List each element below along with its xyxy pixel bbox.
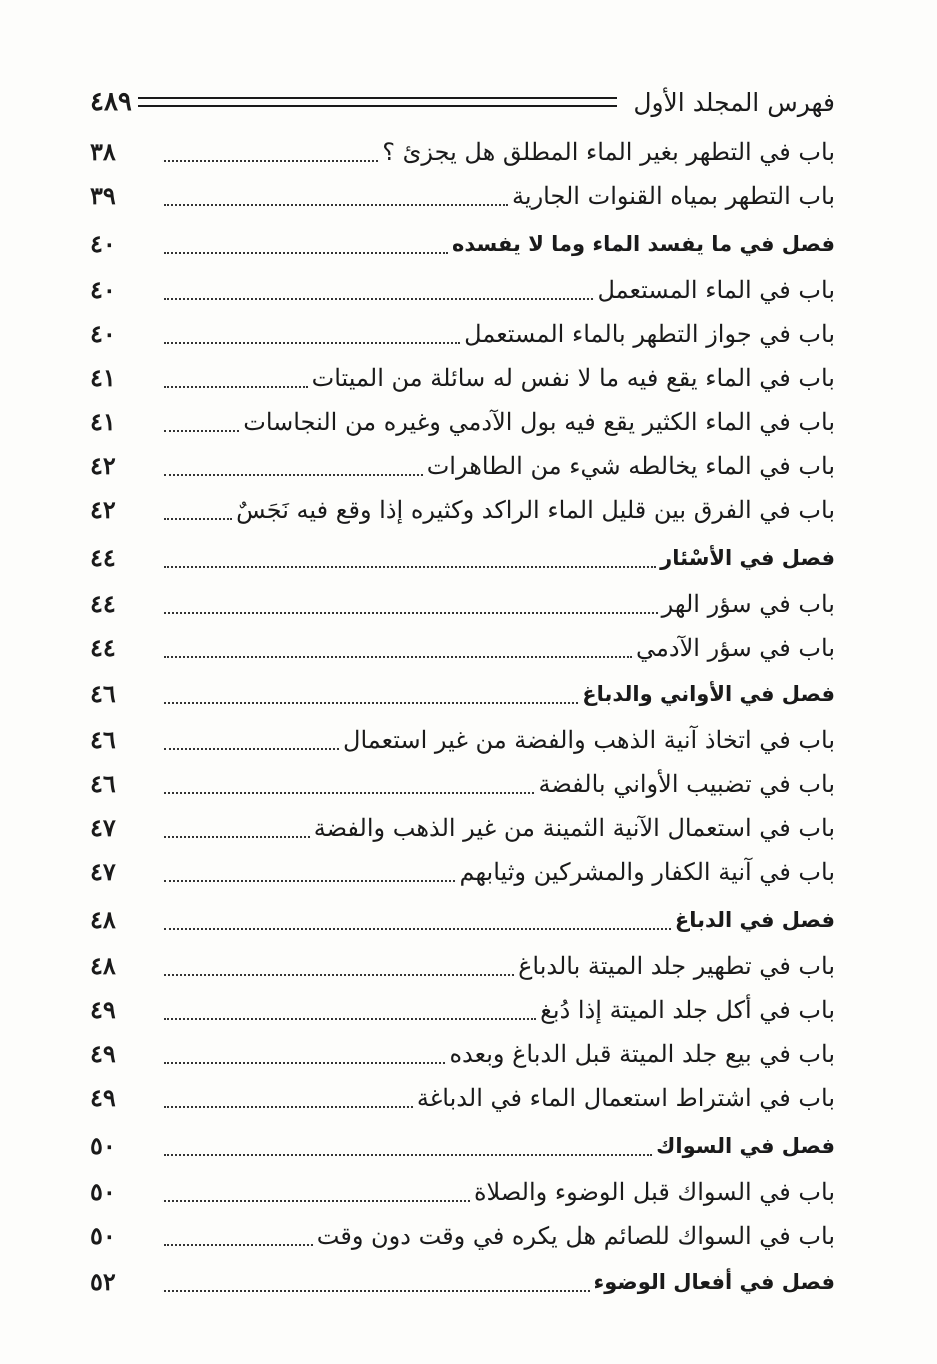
toc-entry-title: باب في آنية الكفار والمشركين وثيابهم: [459, 858, 835, 886]
toc-entry-title: باب في الماء الكثير يقع فيه بول الآدمي وغيره من النجاسات: [243, 408, 835, 436]
dot-leader: [164, 474, 423, 476]
toc-entry-title: باب في اشتراط استعمال الماء في الدباغة: [416, 1084, 835, 1112]
header-title: فهرس المجلد الأول: [633, 87, 835, 117]
toc-page-number: ٤٩: [90, 1083, 116, 1112]
toc-page-number: ٤٠: [90, 229, 116, 258]
dot-leader: [164, 160, 378, 162]
toc-page-number: ٥٠: [90, 1221, 116, 1250]
toc-section-row: [90, 538, 835, 578]
toc-entry-row: [90, 852, 835, 892]
toc-entry-row: [90, 628, 835, 668]
dot-leader: [164, 1244, 313, 1246]
toc-entry-row: [90, 946, 835, 986]
toc-page-number: ٤٧: [90, 857, 116, 886]
toc-page-number: ٤٦: [90, 769, 116, 798]
header-rule: [138, 97, 617, 107]
page-header: [90, 80, 835, 124]
dot-leader: [164, 928, 671, 930]
dot-leader: [164, 836, 310, 838]
toc-page-number: ٤١: [90, 363, 116, 392]
toc-entry-title: باب في تطهير جلد الميتة بالدباغ: [518, 952, 835, 980]
dot-leader: [164, 298, 593, 300]
toc-entry-title: باب التطهر بمياه القنوات الجارية: [512, 182, 835, 210]
toc-entry-row: [90, 1216, 835, 1256]
toc-entry-row: [90, 446, 835, 486]
toc-page-number: ٣٨: [90, 137, 116, 166]
dot-leader: [164, 1062, 445, 1064]
toc-entry-row: [90, 270, 835, 310]
toc-entry-title: باب في سؤر الهر: [661, 590, 835, 618]
toc-page-number: ٤٠: [90, 275, 116, 304]
dot-leader: [164, 656, 632, 658]
toc-entry-title: باب في الفرق بين قليل الماء الراكد وكثيره إذا وقع فيه نَجَسٌ: [236, 496, 835, 524]
header-page-number: ٤٨٩: [90, 87, 132, 117]
dot-leader: [164, 566, 656, 568]
toc-page-number: ٤١: [90, 407, 116, 436]
dot-leader: [164, 880, 455, 882]
toc-section-title: فصل في الدباغ: [674, 908, 835, 932]
dot-leader: [164, 1200, 470, 1202]
toc-page-number: ٣٩: [90, 181, 116, 210]
toc-entry-title: باب في الماء يخالطه شيء من الطاهرات: [426, 452, 835, 480]
dot-leader: [164, 1018, 536, 1020]
toc-page-number: ٤٢: [90, 495, 116, 524]
dot-leader: [164, 1106, 413, 1108]
toc-entry-row: [90, 764, 835, 804]
toc-page-number: ٤٧: [90, 813, 116, 842]
dot-leader: [164, 612, 658, 614]
toc-section-title: فصل في السواك: [656, 1134, 835, 1158]
toc-entry-title: باب في الماء المستعمل: [597, 276, 835, 304]
dot-leader: [164, 342, 460, 344]
toc-section-title: فصل في ما يفسد الماء وما لا يفسده: [451, 232, 835, 256]
toc-page-number: ٤٦: [90, 679, 116, 708]
toc-entry-row: [90, 402, 835, 442]
toc-entry-title: باب في السواك قبل الوضوء والصلاة: [473, 1178, 835, 1206]
toc-page-number: ٤٩: [90, 995, 116, 1024]
toc-page-number: ٤٢: [90, 451, 116, 480]
toc-entry-title: باب في السواك للصائم هل يكره في وقت دون وقت: [316, 1222, 835, 1250]
toc-entry-row: [90, 720, 835, 760]
toc-entry-row: [90, 808, 835, 848]
toc-entry-row: [90, 584, 835, 624]
dot-leader: [164, 792, 534, 794]
toc-section-row: [90, 1126, 835, 1166]
toc-section-row: [90, 1262, 835, 1302]
toc-section-row: [90, 224, 835, 264]
dot-leader: [164, 386, 308, 388]
toc-entry-title: باب في استعمال الآنية الثمينة من غير الذهب والفضة: [313, 814, 835, 842]
toc-entry-row: [90, 490, 835, 530]
dot-leader: [164, 430, 239, 432]
toc-page-number: ٤٨: [90, 951, 116, 980]
toc-entry-row: [90, 1172, 835, 1212]
toc-entry-title: باب في تضبيب الأواني بالفضة: [538, 770, 835, 798]
toc-entry-row: [90, 1034, 835, 1074]
toc-page-number: ٥٠: [90, 1177, 116, 1206]
dot-leader: [164, 748, 339, 750]
dot-leader: [164, 252, 448, 254]
toc-entry-row: [90, 1078, 835, 1118]
toc-page-number: ٤٤: [90, 543, 116, 572]
toc-entry-row: [90, 314, 835, 354]
toc-page-number: ٥٢: [90, 1267, 116, 1296]
dot-leader: [164, 1154, 652, 1156]
toc-section-title: فصل في الأسْئار: [660, 546, 835, 570]
dot-leader: [164, 204, 508, 206]
toc-entry-row: [90, 358, 835, 398]
toc-entry-title: باب في جواز التطهر بالماء المستعمل: [464, 320, 835, 348]
toc-entry-title: باب في اتخاذ آنية الذهب والفضة من غير استعمال: [343, 726, 835, 754]
toc-entry-title: باب في أكل جلد الميتة إذا دُبغ: [540, 996, 835, 1024]
toc-page-number: ٤٤: [90, 633, 116, 662]
toc-entry-row: [90, 990, 835, 1030]
dot-leader: [164, 974, 514, 976]
toc-page-number: ٤٠: [90, 319, 116, 348]
toc-entry-row: [90, 176, 835, 216]
dot-leader: [164, 1290, 590, 1292]
toc-page-number: ٤٩: [90, 1039, 116, 1068]
toc-page-number: ٤٨: [90, 905, 116, 934]
toc-page-number: ٤٦: [90, 725, 116, 754]
toc-entry-title: باب في بيع جلد الميتة قبل الدباغ وبعده: [449, 1040, 835, 1068]
dot-leader: [164, 518, 232, 520]
toc-section-row: [90, 674, 835, 714]
toc-page-number: ٥٠: [90, 1131, 116, 1160]
toc-entry-title: باب في سؤر الآدمي: [636, 634, 835, 662]
toc-entry-title: باب في الماء يقع فيه ما لا نفس له سائلة من الميتات: [311, 364, 835, 392]
toc-section-title: فصل في أفعال الوضوء: [593, 1270, 835, 1294]
toc-entry-row: [90, 132, 835, 172]
dot-leader: [164, 702, 578, 704]
toc-section-row: [90, 900, 835, 940]
toc-page-number: ٤٤: [90, 589, 116, 618]
toc-entry-title: باب في التطهر بغير الماء المطلق هل يجزئ ؟: [382, 138, 835, 166]
toc-section-title: فصل في الأواني والدباغ: [582, 682, 835, 706]
